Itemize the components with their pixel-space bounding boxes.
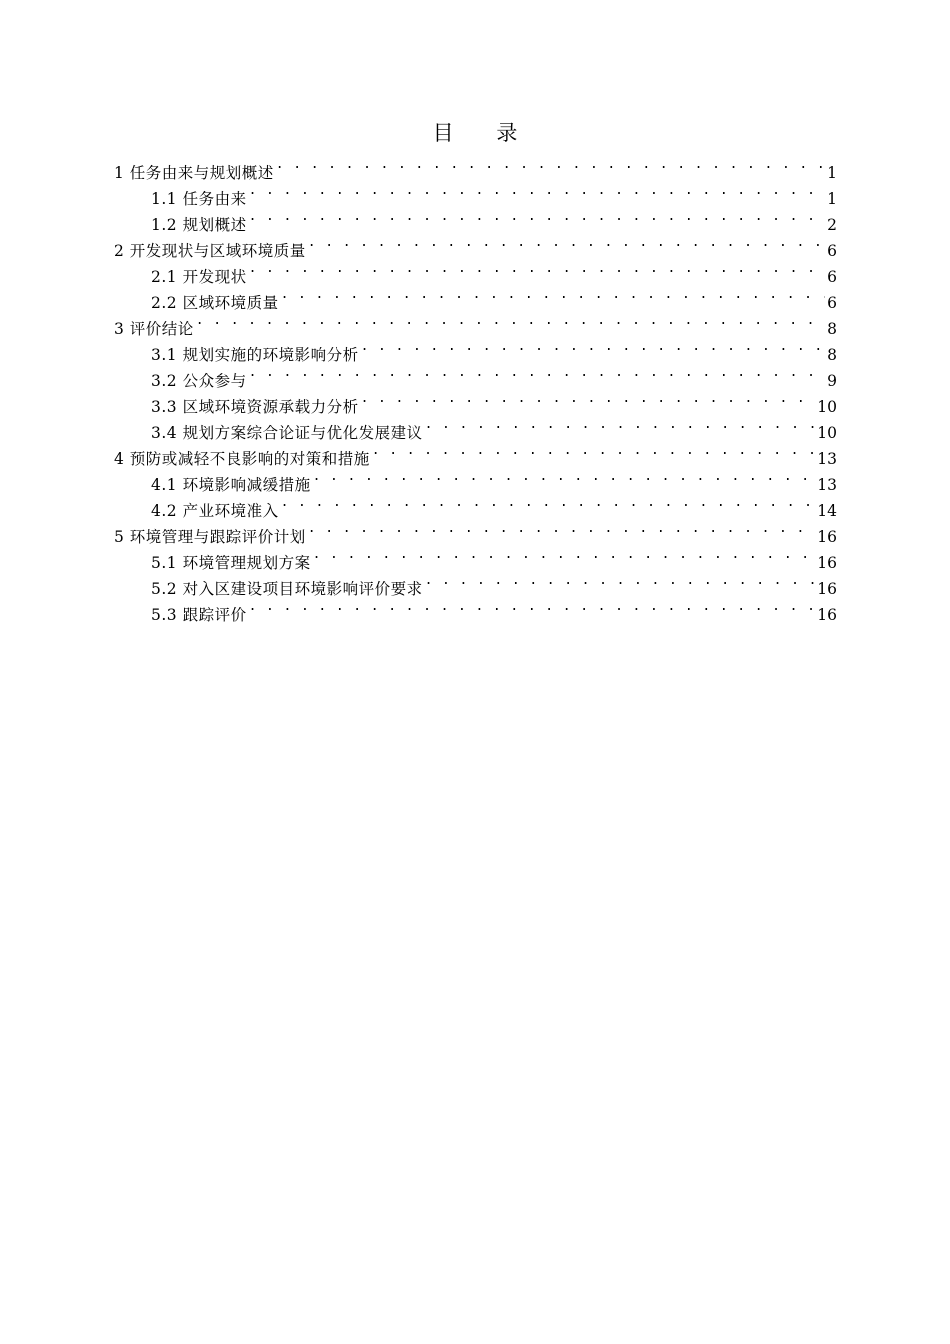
toc-entry-label: 1.1 任务由来 bbox=[151, 190, 247, 208]
toc-entry-label: 1.2 规划概述 bbox=[151, 216, 247, 234]
toc-leader-dots bbox=[281, 490, 816, 516]
toc-leader-dots bbox=[361, 334, 825, 360]
toc-entry-label: 3.3 区域环境资源承载力分析 bbox=[151, 398, 359, 416]
toc-entry-page-number: 1 bbox=[827, 190, 837, 208]
toc-entry-page-number: 9 bbox=[827, 372, 837, 390]
toc-leader-dots bbox=[425, 412, 816, 438]
toc-entry-page-number: 16 bbox=[817, 606, 837, 624]
toc-entry-label: 4.1 环境影响减缓措施 bbox=[151, 476, 311, 494]
toc-leader-dots bbox=[249, 594, 816, 620]
toc-entry-page-number: 16 bbox=[817, 528, 837, 546]
toc-leader-dots bbox=[372, 438, 815, 464]
toc-entry-label: 3.2 公众参与 bbox=[151, 372, 247, 390]
toc-entry-page-number: 13 bbox=[817, 476, 837, 494]
toc-leader-dots bbox=[425, 568, 816, 594]
toc-entry-label: 3 评价结论 bbox=[114, 320, 194, 338]
toc-leader-dots bbox=[249, 204, 825, 230]
toc-entry-label: 4.2 产业环境准入 bbox=[151, 502, 279, 520]
toc-entry-label: 1 任务由来与规划概述 bbox=[114, 164, 274, 182]
toc-entry-label: 5 环境管理与跟踪评价计划 bbox=[114, 528, 306, 546]
toc-entry-label: 5.1 环境管理规划方案 bbox=[151, 554, 311, 572]
toc-entry-page-number: 8 bbox=[827, 320, 837, 338]
toc-entry-page-number: 14 bbox=[817, 502, 837, 520]
toc-leader-dots bbox=[361, 386, 816, 412]
toc-leader-dots bbox=[308, 516, 815, 542]
toc-leader-dots bbox=[276, 152, 825, 178]
toc-leader-dots bbox=[308, 230, 825, 256]
toc-entry-page-number: 6 bbox=[827, 294, 837, 312]
toc-leader-dots bbox=[281, 282, 825, 308]
toc-entry-page-number: 16 bbox=[817, 554, 837, 572]
toc-leader-dots bbox=[196, 308, 825, 334]
toc-leader-dots bbox=[313, 542, 816, 568]
toc-entry-label: 3.4 规划方案综合论证与优化发展建议 bbox=[151, 424, 423, 442]
toc-entry[interactable] bbox=[114, 334, 837, 364]
toc-entry-label: 5.3 跟踪评价 bbox=[151, 606, 247, 624]
toc-entry-page-number: 1 bbox=[827, 164, 837, 182]
toc-entry-page-number: 13 bbox=[817, 450, 837, 468]
toc-entry-label: 2.1 开发现状 bbox=[151, 268, 247, 286]
toc-entry-label: 3.1 规划实施的环境影响分析 bbox=[151, 346, 359, 364]
toc-entry-page-number: 16 bbox=[817, 580, 837, 598]
toc-entry-page-number: 8 bbox=[827, 346, 837, 364]
toc-entry-page-number: 6 bbox=[827, 242, 837, 260]
toc-entry-page-number: 2 bbox=[827, 216, 837, 234]
toc-entry-page-number: 10 bbox=[817, 398, 837, 416]
toc-title: 目 录 bbox=[432, 121, 536, 145]
toc-entry-label: 2.2 区域环境质量 bbox=[151, 294, 279, 312]
toc-entry-label: 5.2 对入区建设项目环境影响评价要求 bbox=[151, 580, 423, 598]
toc-leader-dots bbox=[313, 464, 816, 490]
toc-entry[interactable] bbox=[114, 152, 837, 182]
toc-entry[interactable] bbox=[114, 308, 837, 338]
toc-leader-dots bbox=[249, 256, 825, 282]
toc-entry-label: 2 开发现状与区域环境质量 bbox=[114, 242, 306, 260]
toc-leader-dots bbox=[249, 360, 825, 386]
table-of-contents bbox=[114, 152, 837, 624]
toc-entry-page-number: 10 bbox=[817, 424, 837, 442]
toc-entry-label: 4 预防或减轻不良影响的对策和措施 bbox=[114, 450, 370, 468]
toc-entry-page-number: 6 bbox=[827, 268, 837, 286]
toc-leader-dots bbox=[249, 178, 825, 204]
